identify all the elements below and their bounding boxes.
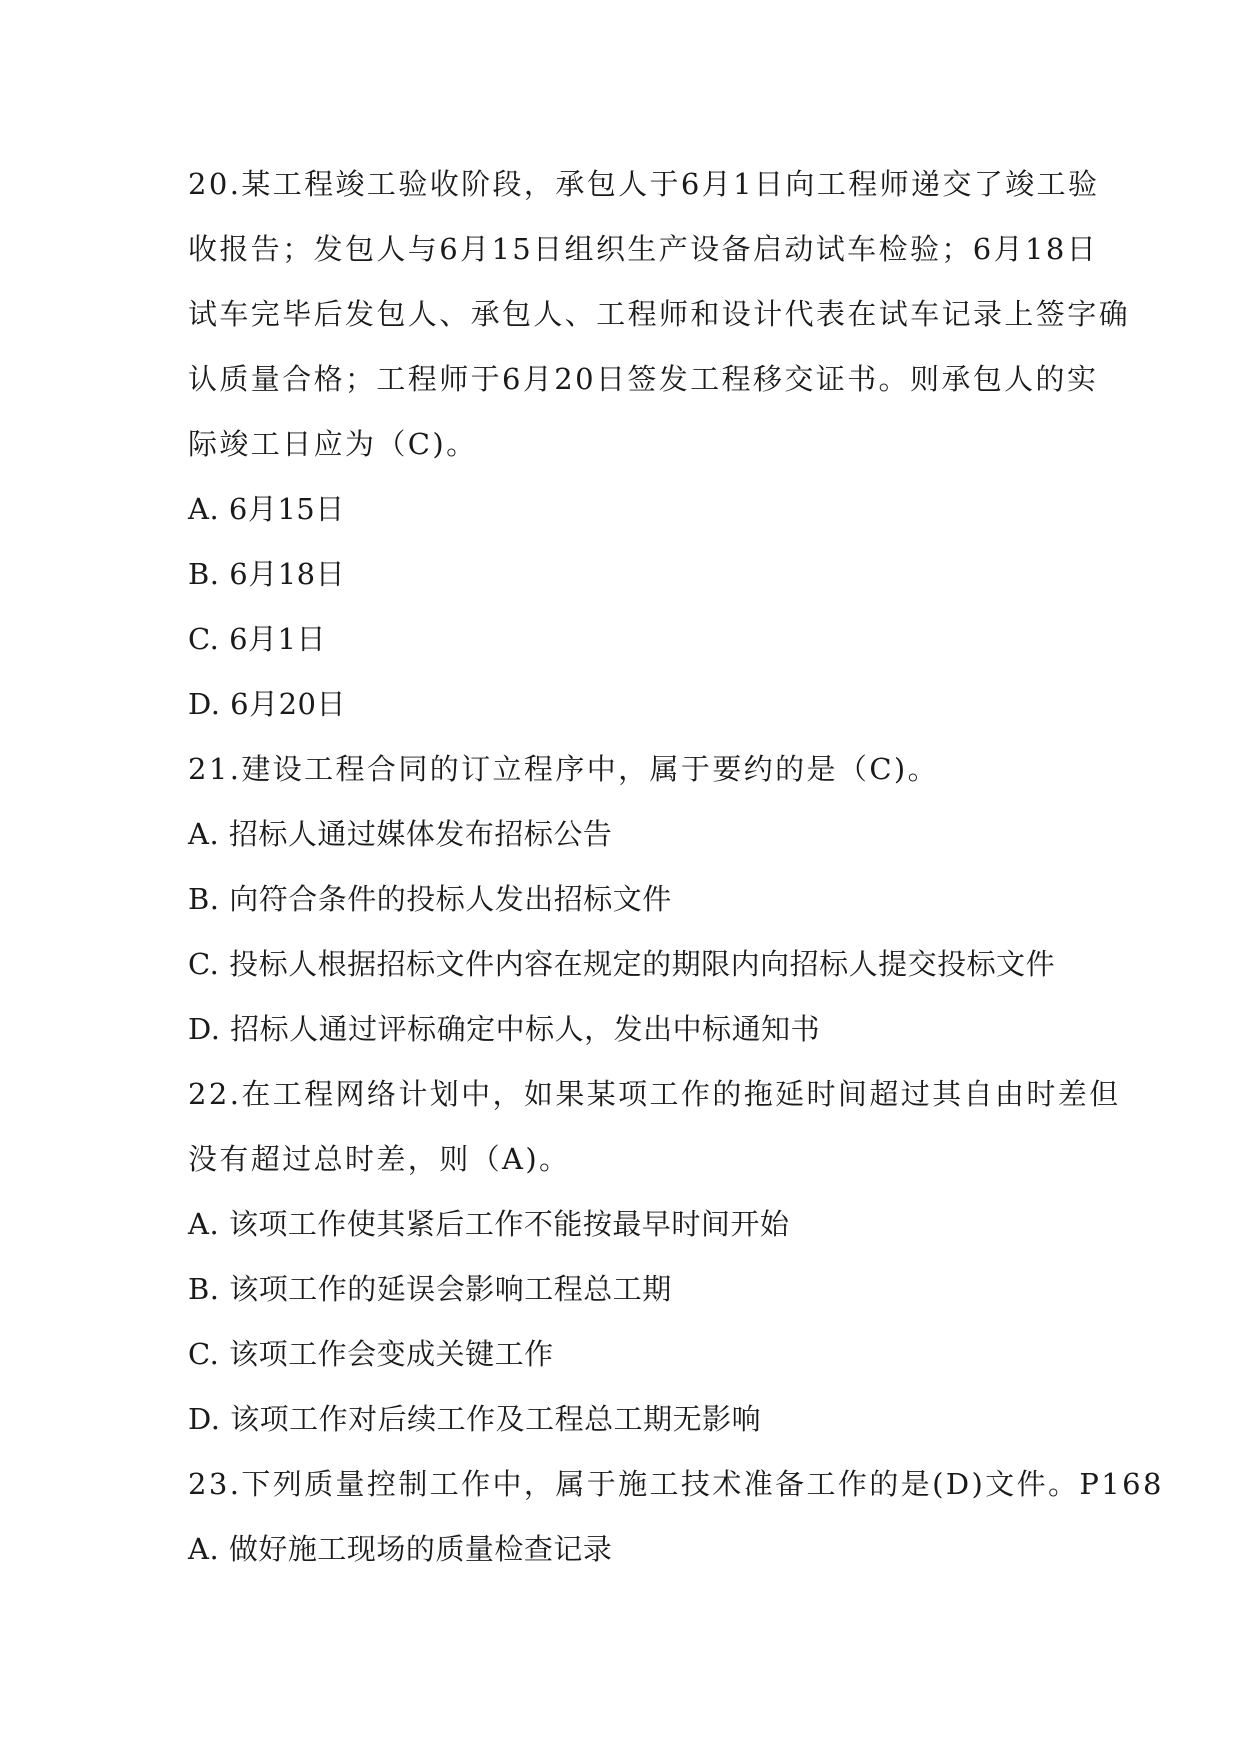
question-21-option-d: D. 招标人通过评标确定中标人，发出中标通知书 — [188, 1012, 821, 1046]
question-21-text-line: 21.建设工程合同的订立程序中，属于要约的是（C)。 — [188, 752, 940, 786]
question-20-text-line: 认质量合格；工程师于6月20日签发工程移交证书。则承包人的实 — [188, 362, 1099, 396]
question-21 — [188, 737, 1058, 1062]
question-21-option-a: A. 招标人通过媒体发布招标公告 — [188, 817, 613, 851]
question-20-option-c: C. 6月1日 — [188, 622, 326, 656]
question-22-text-line: 没有超过总时差，则（A)。 — [188, 1142, 571, 1176]
question-22-option-b: B. 该项工作的延误会影响工程总工期 — [188, 1272, 672, 1306]
question-23-option-a: A. 做好施工现场的质量检查记录 — [188, 1532, 613, 1566]
question-20-text-line: 20.某工程竣工验收阶段，承包人于6月1日向工程师递交了竣工验 — [188, 167, 1100, 201]
question-21-option-c: C. 投标人根据招标文件内容在规定的期限内向招标人提交投标文件 — [188, 947, 1056, 981]
question-20-option-a: A. 6月15日 — [188, 492, 345, 526]
question-22-option-a: A. 该项工作使其紧后工作不能按最早时间开始 — [188, 1207, 790, 1241]
question-22-option-c: C. 该项工作会变成关键工作 — [188, 1337, 554, 1371]
question-20 — [188, 152, 1131, 737]
document-page — [188, 152, 1164, 1582]
question-20-text-line: 试车完毕后发包人、承包人、工程师和设计代表在试车记录上签字确 — [188, 297, 1131, 331]
question-23 — [188, 1452, 1164, 1582]
question-20-text-line: 际竣工日应为（C)。 — [188, 427, 478, 461]
question-21-option-b: B. 向符合条件的投标人发出招标文件 — [188, 882, 672, 916]
question-22 — [188, 1062, 1121, 1452]
question-22-option-d: D. 该项工作对后续工作及工程总工期无影响 — [188, 1402, 762, 1436]
question-20-text-line: 收报告；发包人与6月15日组织生产设备启动试车检验；6月18日 — [188, 232, 1099, 266]
question-20-option-b: B. 6月18日 — [188, 557, 346, 591]
question-22-text-line: 22.在工程网络计划中，如果某项工作的拖延时间超过其自由时差但 — [188, 1077, 1121, 1111]
question-20-option-d: D. 6月20日 — [188, 687, 347, 721]
question-23-text-line: 23.下列质量控制工作中，属于施工技术准备工作的是(D)文件。P168 — [188, 1467, 1164, 1501]
